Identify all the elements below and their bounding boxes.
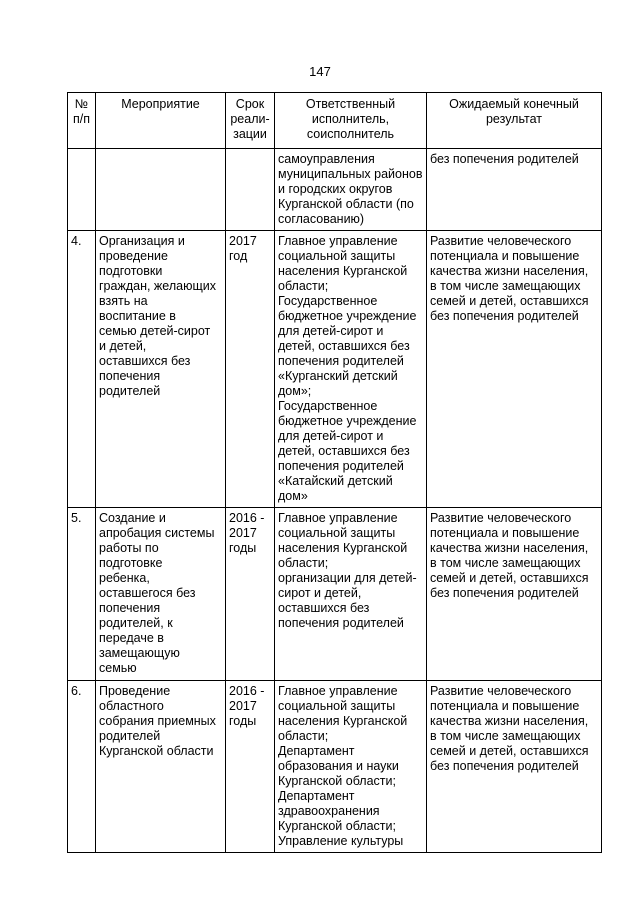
table-header-row xyxy=(68,93,602,149)
row-number: 4. xyxy=(68,231,96,508)
page-number: 147 xyxy=(309,64,331,79)
row-number: 5. xyxy=(68,508,96,681)
row-event: Организация и проведение подготовки граждан, желающих взять на воспитание в семью детей-сирот и детей, оставшихся без попечения родителей xyxy=(96,231,226,508)
row-term: 2017 год xyxy=(226,231,275,508)
row-result: Развитие человеческого потенциала и повышение качества жизни населения, в том числе замещающих семей и детей, оставшихся без попечения родителей xyxy=(427,231,602,508)
row-result: Развитие человеческого потенциала и повышение качества жизни населения, в том числе замещающих семей и детей, оставшихся без попечения родителей xyxy=(427,508,602,681)
row-number xyxy=(68,149,96,231)
table-row xyxy=(68,508,602,681)
header-term: Срок реали- зации xyxy=(226,93,275,149)
table-row xyxy=(68,231,602,508)
row-term: 2016 - 2017 годы xyxy=(226,508,275,681)
header-event: Мероприятие xyxy=(96,93,226,149)
row-event: Создание и апробация системы работы по подготовке ребенка, оставшегося без попечения родителей, к передаче в замещающую семью xyxy=(96,508,226,681)
row-result: без попечения родителей xyxy=(427,149,602,231)
row-event xyxy=(96,149,226,231)
header-executor: Ответственный исполнитель, соисполнитель xyxy=(275,93,427,149)
row-executor: Главное управление социальной защиты населения Курганской области; организации для детей- сирот и детей, оставшихся без попечения родителей xyxy=(275,508,427,681)
row-executor: самоуправления муниципальных районов и городских округов Курганской области (по согласованию) xyxy=(275,149,427,231)
header-number: № п/п xyxy=(68,93,96,149)
row-result: Развитие человеческого потенциала и повышение качества жизни населения, в том числе замещающих семей и детей, оставшихся без попечения родителей xyxy=(427,681,602,853)
table-row xyxy=(68,149,602,231)
row-event: Проведение областного собрания приемных родителей Курганской области xyxy=(96,681,226,853)
measures-table xyxy=(67,92,602,853)
row-term: 2016 - 2017 годы xyxy=(226,681,275,853)
table-row xyxy=(68,681,602,853)
row-number: 6. xyxy=(68,681,96,853)
row-executor: Главное управление социальной защиты населения Курганской области; Государственное бюджетное учреждение для детей-сирот и детей, оставшихся без попечения родителей «Курганский детский дом»; Государственное бюджетное учреждение для детей-сирот и детей, оставшихся без попечения родителей «Катайский детский дом» xyxy=(275,231,427,508)
row-executor: Главное управление социальной защиты населения Курганской области; Департамент образования и науки Курганской области; Департамент здравоохранения Курганской области; Управление культуры xyxy=(275,681,427,853)
row-term xyxy=(226,149,275,231)
header-result: Ожидаемый конечный результат xyxy=(427,93,602,149)
